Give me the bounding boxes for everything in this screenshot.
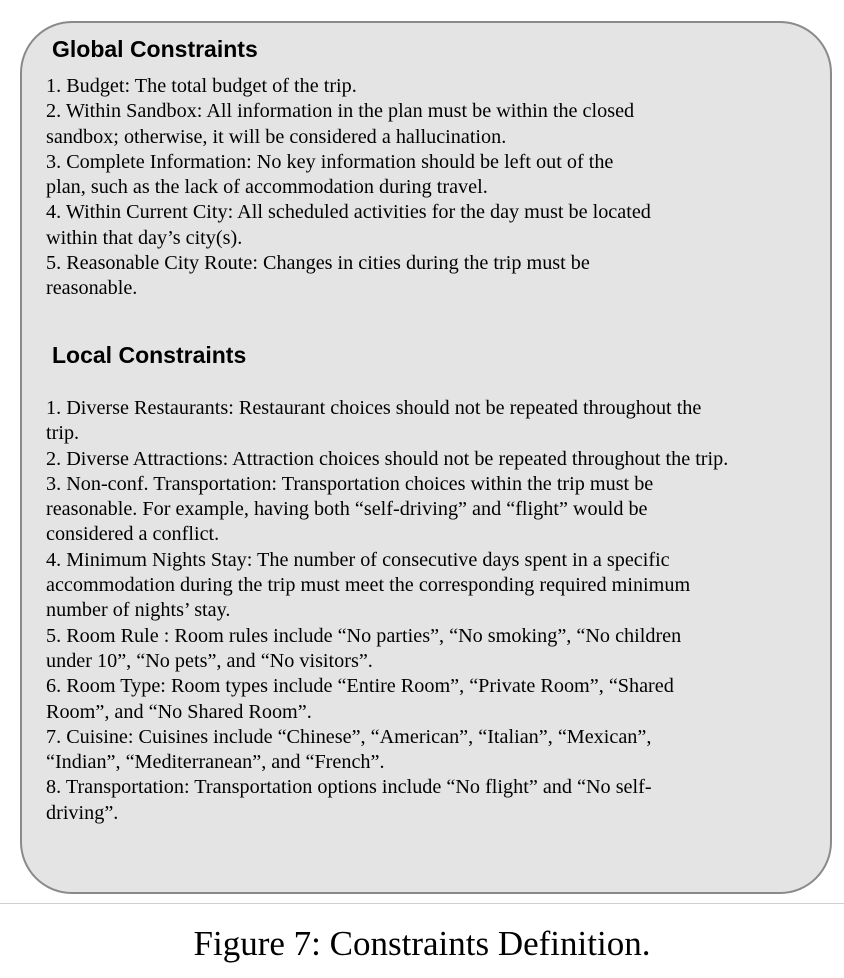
list-item <box>46 74 651 99</box>
list-item <box>46 674 728 725</box>
item-line: 4. Minimum Nights Stay: The number of consecutive days spent in a specific <box>46 548 670 571</box>
list-item <box>46 472 728 548</box>
item-line: 3. Non-conf. Transportation: Transportation choices within the trip must be <box>46 472 654 495</box>
item-line: 2. Within Sandbox: All information in the plan must be within the closed <box>46 100 635 123</box>
list-item <box>46 775 728 826</box>
item-line: “Indian”, “Mediterranean”, and “French”. <box>46 751 385 774</box>
item-line: reasonable. <box>46 277 138 300</box>
divider <box>0 903 844 904</box>
item-line: driving”. <box>46 801 119 824</box>
list-item <box>46 251 651 302</box>
global-constraints-heading: Global Constraints <box>52 36 258 62</box>
item-line: 8. Transportation: Transportation options include “No flight” and “No self- <box>46 776 652 799</box>
item-line: within that day’s city(s). <box>46 226 243 249</box>
list-item <box>46 624 728 675</box>
list-item <box>46 447 728 472</box>
list-item <box>46 396 728 447</box>
item-line: 5. Reasonable City Route: Changes in cities during the trip must be <box>46 252 590 275</box>
list-item <box>46 200 651 251</box>
item-line: 5. Room Rule : Room rules include “No parties”, “No smoking”, “No children <box>46 624 682 647</box>
item-line: plan, such as the lack of accommodation during travel. <box>46 176 488 199</box>
item-line: 3. Complete Information: No key information should be left out of the <box>46 150 614 173</box>
item-line: 2. Diverse Attractions: Attraction choices should not be repeated throughout the trip. <box>46 447 729 470</box>
constraints-panel <box>20 21 832 894</box>
item-line: under 10”, “No pets”, and “No visitors”. <box>46 649 373 672</box>
figure-caption: Figure 7: Constraints Definition. <box>193 924 651 963</box>
item-line: Room”, and “No Shared Room”. <box>46 700 312 723</box>
local-constraints-heading: Local Constraints <box>52 342 247 368</box>
item-line: 1. Diverse Restaurants: Restaurant choices should not be repeated throughout the <box>46 397 702 419</box>
item-line: number of nights’ stay. <box>46 599 231 622</box>
list-item <box>46 150 651 201</box>
item-line: trip. <box>46 422 80 445</box>
item-line: reasonable. For example, having both “self-driving” and “flight” would be <box>46 498 648 521</box>
item-line: 4. Within Current City: All scheduled activities for the day must be located <box>46 201 651 224</box>
item-line: 7. Cuisine: Cuisines include “Chinese”, “American”, “Italian”, “Mexican”, <box>46 725 652 748</box>
list-item <box>46 99 651 150</box>
list-item <box>46 548 728 624</box>
item-line: sandbox; otherwise, it will be considered a hallucination. <box>46 125 507 148</box>
item-line: 6. Room Type: Room types include “Entire Room”, “Private Room”, “Shared <box>46 675 674 698</box>
global-constraints-list <box>46 74 651 302</box>
item-line: 1. Budget: The total budget of the trip. <box>46 75 357 97</box>
item-line: considered a conflict. <box>46 523 220 546</box>
item-line: accommodation during the trip must meet the corresponding required minimum <box>46 574 691 597</box>
list-item <box>46 725 728 776</box>
local-constraints-list <box>46 396 728 826</box>
